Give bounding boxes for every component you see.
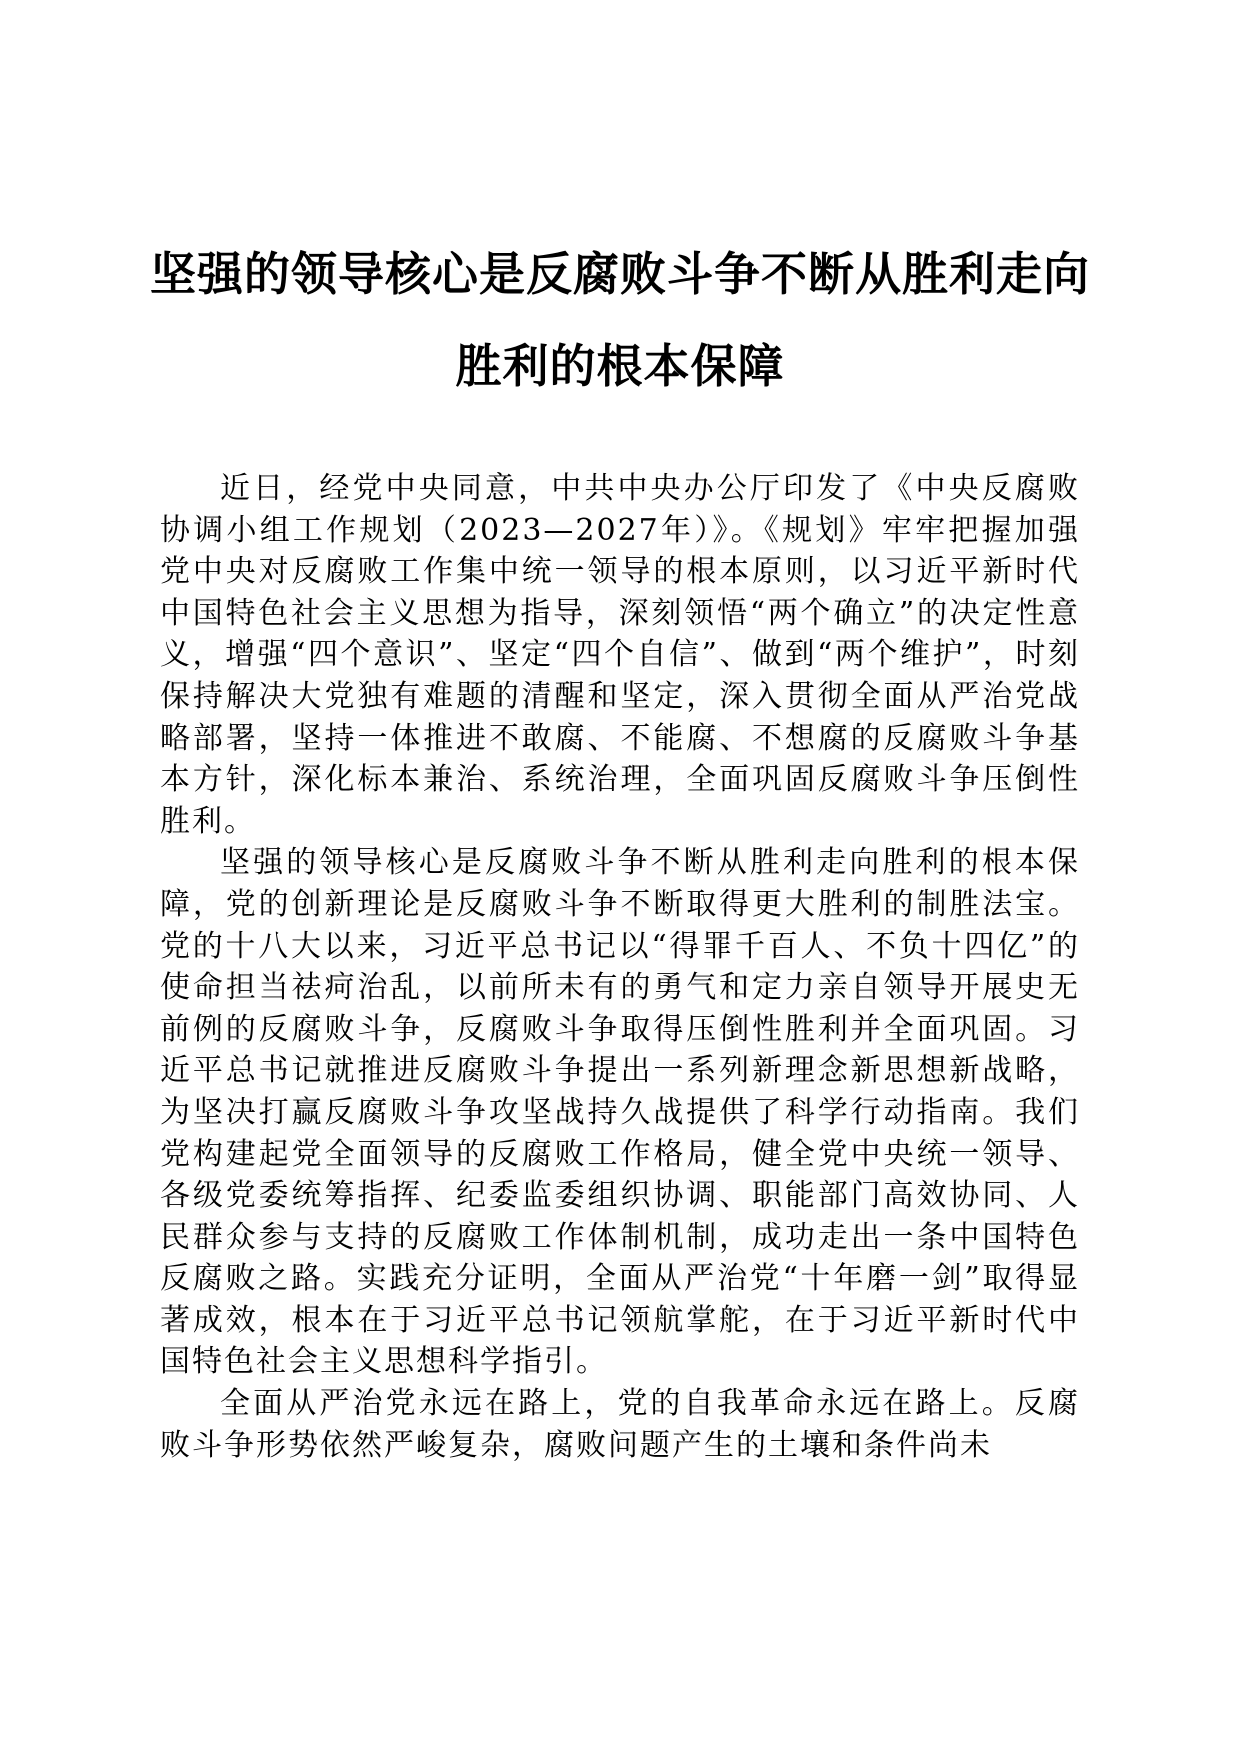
document-body: [160, 468, 1080, 1466]
title-line-2: 胜利的根本保障: [455, 339, 785, 393]
paragraph-1: 近日，经党中央同意，中共中央办公厅印发了《中央反腐败协调小组工作规划（2023—2027年）》。《规划》牢牢把握加强党中央对反腐败工作集中统一领导的根本原则，以习近平新时代中国特色社会主义思想为指导，深刻领悟“两个确立”的决定性意义，增强“四个意识”、坚定“四个自信”、做到“两个维护”，时刻保持解决大党独有难题的清醒和坚定，深入贯彻全面从严治党战略部署，坚持一体推进不敢腐、不能腐、不想腐的反腐败斗争基本方针，深化标本兼治、系统治理，全面巩固反腐败斗争压倒性胜利。: [160, 471, 1080, 839]
paragraph-3: 全面从严治党永远在路上，党的自我革命永远在路上。反腐败斗争形势依然严峻复杂，腐败问题产生的土壤和条件尚未: [160, 1386, 1080, 1463]
title-line-1: 坚强的领导核心是反腐败斗争不断从胜利走向: [150, 247, 1090, 301]
paragraph-2: 坚强的领导核心是反腐败斗争不断从胜利走向胜利的根本保障，党的创新理论是反腐败斗争不断取得更大胜利的制胜法宝。党的十八大以来，习近平总书记以“得罪千百人、不负十四亿”的使命担当祛疴治乱，以前所未有的勇气和定力亲自领导开展史无前例的反腐败斗争，反腐败斗争取得压倒性胜利并全面巩固。习近平总书记就推进反腐败斗争提出一系列新理念新思想新战略，为坚决打赢反腐败斗争攻坚战持久战提供了科学行动指南。我们党构建起党全面领导的反腐败工作格局，健全党中央统一领导、各级党委统筹指挥、纪委监委组织协调、职能部门高效协同、人民群众参与支持的反腐败工作体制机制，成功走出一条中国特色反腐败之路。实践充分证明，全面从严治党“十年磨一剑”取得显著成效，根本在于习近平总书记领航掌舵，在于习近平新时代中国特色社会主义思想科学指引。: [160, 845, 1080, 1380]
document-title: [150, 228, 1090, 412]
